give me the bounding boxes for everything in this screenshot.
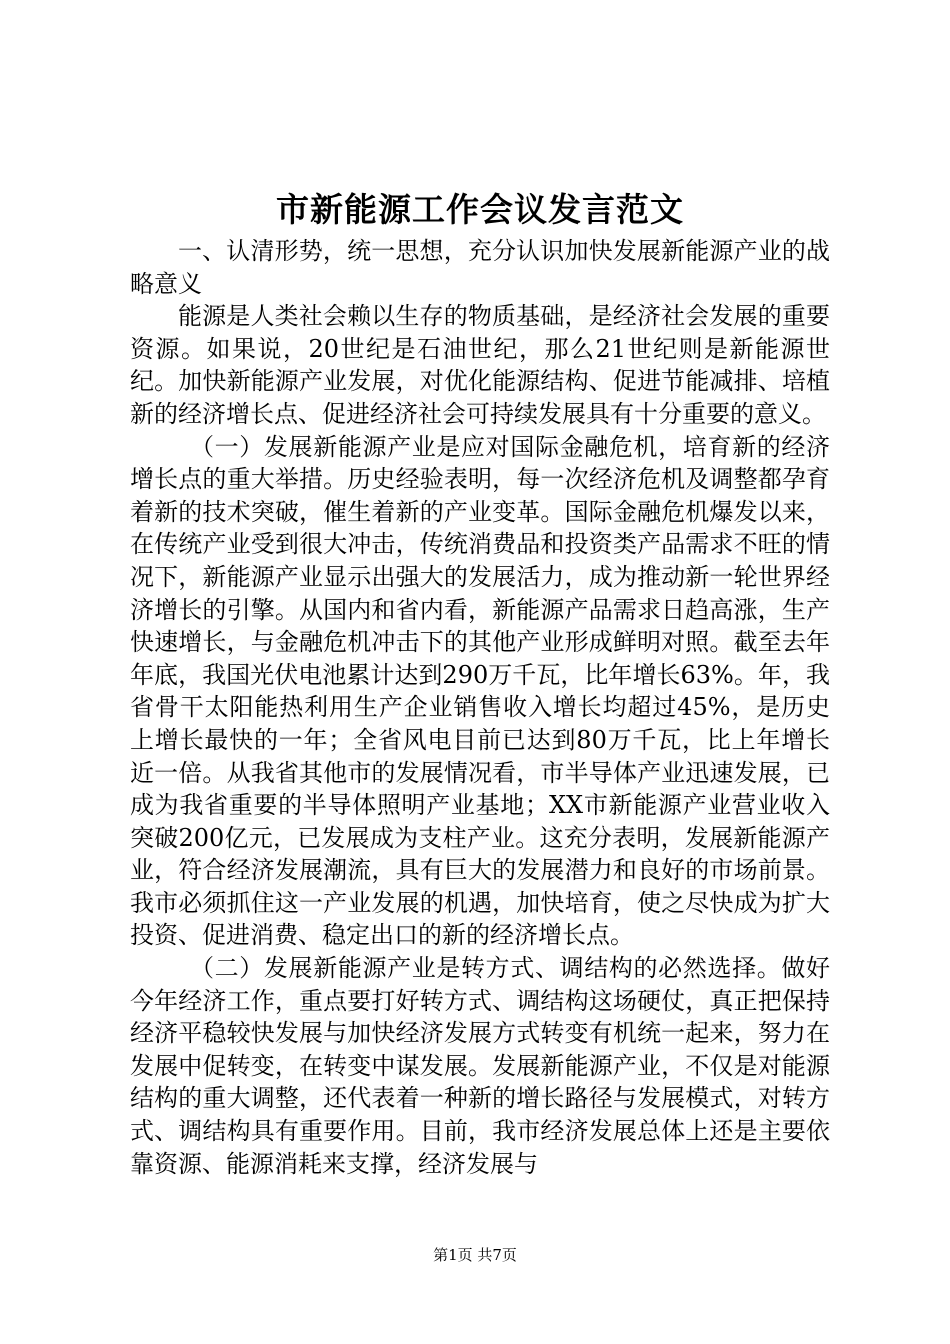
document-page [130, 185, 830, 1180]
body-paragraph: （一）发展新能源产业是应对国际金融危机，培育新的经济增长点的重大举措。历史经验表明，每一次经济危机及调整都孕育着新的技术突破，催生着新的产业变革。国际金融危机爆发以来，在传统产业受到很大冲击，传统消费品和投资类产品需求不旺的情况下，新能源产业显示出强大的发展活力，成为推动新一轮世界经济增长的引擎。从国内和省内看，新能源产品需求日趋高涨，生产快速增长，与金融危机冲击下的其他产业形成鲜明对照。截至去年年底，我国光伏电池累计达到290万千瓦，比年增长63%。年，我省骨干太阳能热利用生产企业销售收入增长均超过45%，是历史上增长最快的一年；全省风电目前已达到80万千瓦，比上年增长近一倍。从我省其他市的发展情况看，市半导体产业迅速发展，已成为我省重要的半导体照明产业基地；XX市新能源产业营业收入突破200亿元，已发展成为支柱产业。这充分表明，发展新能源产业，符合经济发展潮流，具有巨大的发展潜力和良好的市场前景。我市必须抓住这一产业发展的机遇，加快培育，使之尽快成为扩大投资、促进消费、稳定出口的新的经济增长点。 [130, 432, 830, 950]
body-paragraph: （二）发展新能源产业是转方式、调结构的必然选择。做好今年经济工作，重点要打好转方式、调结构这场硬仗，真正把保持经济平稳较快发展与加快经济发展方式转变有机统一起来，努力在发展中促转变，在转变中谋发展。发展新能源产业，不仅是对能源结构的重大调整，还代表着一种新的增长路径与发展模式，对转方式、调结构具有重要作用。目前，我市经济发展总体上还是主要依靠资源、能源消耗来支撑，经济发展与 [130, 954, 830, 1178]
section-heading: 一、认清形势，统一思想，充分认识加快发展新能源产业的战略意义 [130, 237, 830, 298]
body-paragraph: 能源是人类社会赖以生存的物质基础，是经济社会发展的重要资源。如果说，20世纪是石油世纪，那么21世纪则是新能源世纪。加快新能源产业发展，对优化能源结构、促进节能减排、培植新的经济增长点、促进经济社会可持续发展具有十分重要的意义。 [130, 302, 830, 428]
document-title: 市新能源工作会议发言范文 [276, 190, 684, 229]
page-number: 第1页 共7页 [433, 1246, 517, 1264]
